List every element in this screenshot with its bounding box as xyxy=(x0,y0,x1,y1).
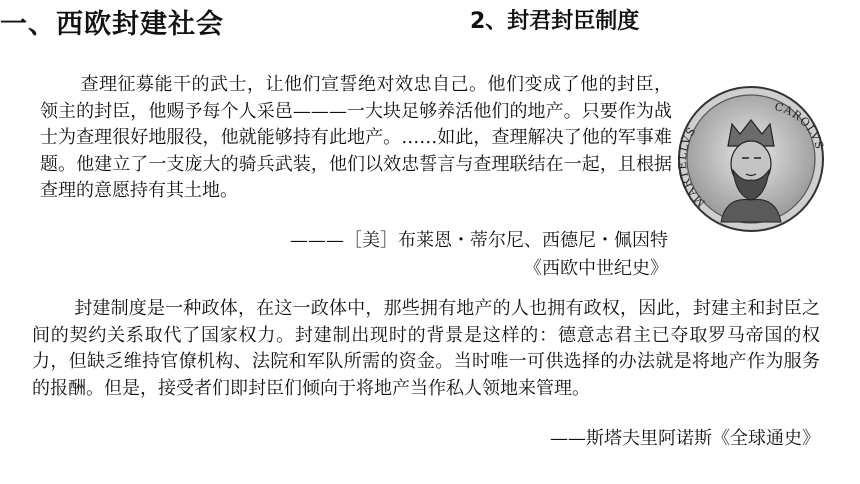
paragraph-citation: ——斯塔夫里阿诺斯《全球通史》 xyxy=(550,428,820,449)
quote-text: 查理征募能干的武士，让他们宣誓绝对效忠自己。他们变成了他的封臣，领主的封臣，他赐予每个人采邑———一大块足够养活他们的地产。只要作为战士为查理很好地服役，他就能够持有此地产。……如此，查理解决了他的军事难题。他建立了一支庞大的骑兵武装，他们以效忠誓言与查理联结在一起，且根据查理的意愿持有其土地。 xyxy=(40,74,672,201)
quote-author: ———［美］布莱恩・蒂尔尼、西德尼・佩因特 xyxy=(290,230,668,251)
quote-source: 《西欧中世纪史》 xyxy=(524,258,668,279)
slide-subtitle: 2、封君封臣制度 xyxy=(470,9,640,34)
body-paragraph xyxy=(32,296,820,402)
portrait-medallion-icon xyxy=(676,84,826,234)
slide-title: 一、西欧封建社会 xyxy=(0,9,224,40)
coin-inscription-left: MARTELLVS xyxy=(676,124,708,210)
paragraph-text: 封建制度是一种政体，在这一政体中，那些拥有地产的人也拥有政权，因此，封建主和封臣之间的契约关系取代了国家权力。封建制出现时的背景是这样的：德意志君主已夺取罗马帝国的权力，但缺乏维持官僚机构、法院和军队所需的资金。当时唯一可供选择的办法就是将地产作为服务的报酬。但是，接受者们即封臣们倾向于将地产当作私人领地来管理。 xyxy=(32,298,820,399)
quote-block xyxy=(40,72,672,205)
coin-inscription-right: CAROLVS xyxy=(773,100,826,152)
